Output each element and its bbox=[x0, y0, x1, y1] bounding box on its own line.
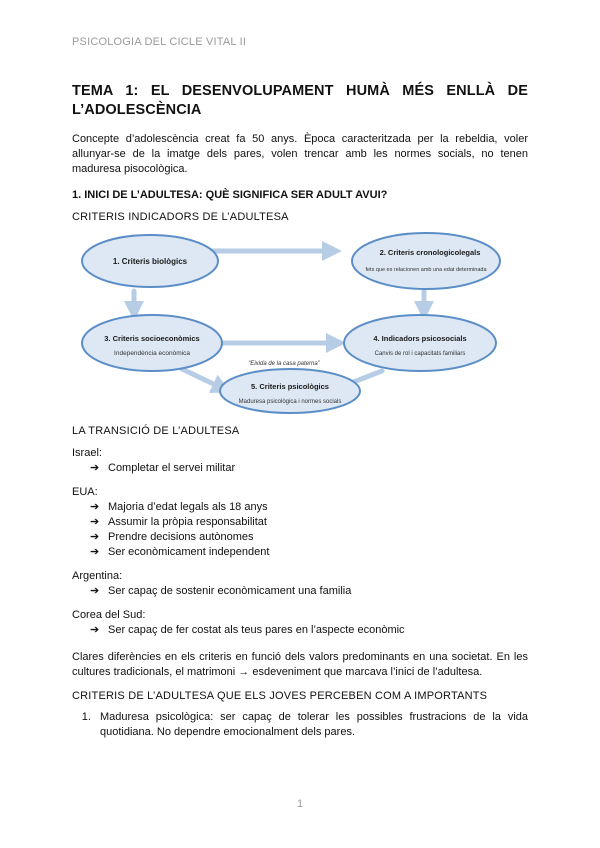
country-group-usa bbox=[72, 486, 528, 560]
country-group-south-korea bbox=[72, 609, 528, 638]
node-4-subtitle: Canvis de rol i capacitats familiars bbox=[374, 351, 466, 357]
arrow-bullet-icon: ➔ bbox=[90, 462, 100, 474]
list-item: 1. Maduresa psicològica: ser capaç de tolerar les possibles frustracions de la vida quotidiana. No dependre emocionalment dels pares. bbox=[94, 710, 528, 740]
node-3-title: 3. Criteris socioeconòmics bbox=[104, 334, 200, 343]
page-title: TEMA 1: EL DESENVOLUPAMENT HUMÀ MÉS ENLLÀ DE L’ADOLESCÈNCIA bbox=[72, 83, 528, 118]
list-item-text: Ser capaç de sostenir econòmicament una familia bbox=[108, 585, 352, 597]
country-group-argentina bbox=[72, 570, 528, 599]
node-4-title: 4. Indicadors psicosocials bbox=[373, 334, 467, 343]
arrow-bullet-icon: ➔ bbox=[90, 546, 100, 558]
diagram-node-chronological-legal bbox=[352, 233, 500, 289]
country-group-israel bbox=[72, 447, 528, 476]
criteria-subheading: CRITERIS INDICADORS DE L’ADULTESA bbox=[72, 211, 289, 223]
arrow-bullet-icon: ➔ bbox=[90, 585, 100, 597]
list-item bbox=[90, 515, 528, 530]
arrow-bullet-icon: ➔ bbox=[90, 531, 100, 543]
node-5-title: 5. Criteris psicològics bbox=[251, 382, 329, 391]
list-item bbox=[90, 500, 528, 515]
diagram-node-psychosocial bbox=[344, 315, 496, 371]
page-number: 1 bbox=[296, 798, 304, 810]
list-item-text: Prendre decisions autònomes bbox=[108, 531, 254, 543]
diagram-node-biological bbox=[82, 235, 218, 287]
list-item bbox=[90, 545, 528, 560]
list-item bbox=[90, 530, 528, 545]
section-heading: 1. INICI DE L’ADULTESA: QUÈ SIGNIFICA SER ADULT AVUI? bbox=[72, 189, 388, 201]
transition-subheading: LA TRANSICIÓ DE L’ADULTESA bbox=[72, 425, 240, 437]
adulthood-criteria-diagram bbox=[72, 231, 528, 415]
arrow-bullet-icon: ➔ bbox=[90, 624, 100, 636]
country-label: EUA: bbox=[72, 486, 98, 498]
country-criteria-list bbox=[72, 623, 528, 638]
country-label: Corea del Sud: bbox=[72, 609, 146, 621]
list-item-text: Assumir la pròpia responsabilitat bbox=[108, 516, 267, 528]
node-5-subtitle: Maduresa psicològica i normes socials bbox=[238, 399, 342, 405]
perceived-criteria-subheading: CRITERIS DE L’ADULTESA QUE ELS JOVES PERCEBEN COM A IMPORTANTS bbox=[72, 690, 488, 702]
diagram-annotation: “Eixida de la casa paterna” bbox=[248, 361, 320, 367]
diagram-node-psychological bbox=[220, 369, 360, 413]
list-item-text: Majoria d’edat legals als 18 anys bbox=[108, 501, 268, 513]
country-label: Israel: bbox=[72, 447, 102, 459]
list-item-text: Completar el servei militar bbox=[108, 462, 236, 474]
country-criteria-list bbox=[72, 584, 528, 599]
page-content bbox=[72, 82, 528, 740]
node-2-subtitle: fets que es relacionen amb una edat determinada bbox=[365, 267, 487, 273]
differences-paragraph: Clares diferències en els criteris en funció dels valors predominants en una societat. En les cultures tradicionals, el matrimoni → esdeveniment que marcava l’inici de l’adultesa. bbox=[72, 651, 528, 678]
perceived-criteria-list bbox=[72, 710, 528, 740]
list-item bbox=[90, 461, 528, 476]
diagram-node-socioeconomic bbox=[82, 315, 222, 371]
country-label: Argentina: bbox=[72, 570, 123, 582]
arrow-bullet-icon: ➔ bbox=[90, 501, 100, 513]
country-criteria-list bbox=[72, 500, 528, 560]
list-item-text: Ser capaç de fer costat als teus pares en l’aspecte econòmic bbox=[108, 624, 405, 636]
node-2-title: 2. Criteris cronologicolegals bbox=[379, 248, 481, 257]
list-item-text: Ser econòmicament independent bbox=[108, 546, 270, 558]
arrow-3-to-5 bbox=[182, 369, 224, 389]
country-criteria-list bbox=[72, 461, 528, 476]
node-1-title: 1. Criteris biològics bbox=[112, 257, 188, 266]
intro-paragraph: Concepte d’adolescència creat fa 50 anys. Època caracteritzada per la rebeldia, voler allunyar-se de la imatge dels pares, volen trencar amb les normes socials, no tenen maduresa pisocològica. bbox=[72, 133, 528, 175]
arrow-bullet-icon: ➔ bbox=[90, 516, 100, 528]
list-item bbox=[90, 623, 528, 638]
running-header: PSICOLOGIA DEL CICLE VITAL II bbox=[72, 36, 247, 48]
list-item bbox=[90, 584, 528, 599]
node-3-subtitle: Independència econòmica bbox=[114, 350, 190, 357]
